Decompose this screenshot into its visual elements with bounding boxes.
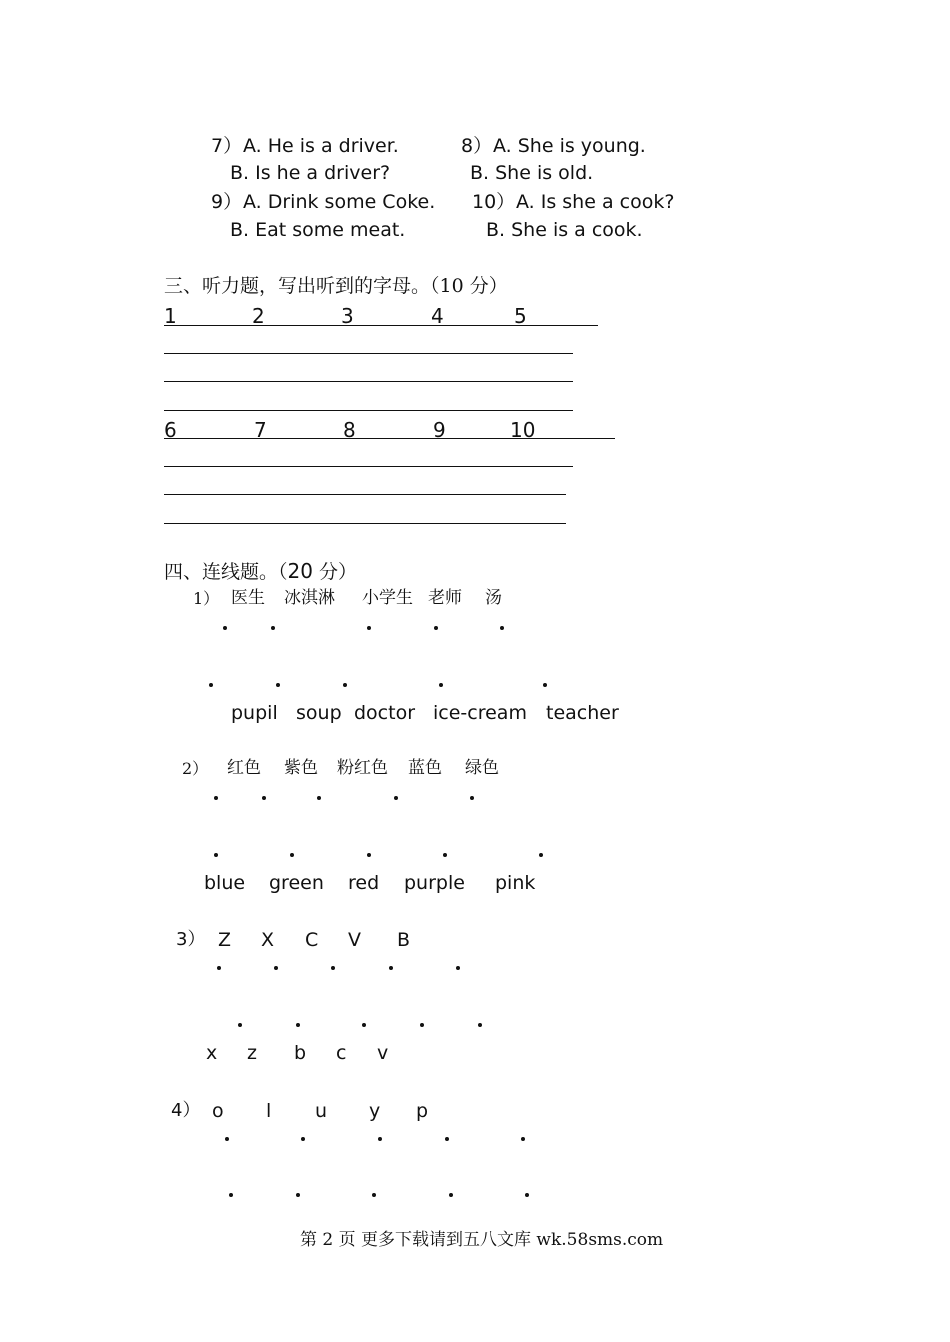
answer-number: 5 <box>514 304 527 328</box>
match-letter: V <box>348 929 361 951</box>
match-dot[interactable] <box>238 1023 242 1027</box>
q7-number: 7） <box>211 135 243 157</box>
match-dot[interactable] <box>214 853 218 857</box>
answer-number: 2 <box>252 304 265 328</box>
match-word: 小学生 <box>362 588 413 608</box>
match-dot[interactable] <box>445 1137 449 1141</box>
match-dot[interactable] <box>296 1023 300 1027</box>
match-dot[interactable] <box>223 626 227 630</box>
match-word: 绿色 <box>465 758 499 778</box>
match-letter: o <box>212 1100 224 1122</box>
match-dot[interactable] <box>443 853 447 857</box>
match-word: 医生 <box>231 588 265 608</box>
q10-option-b: B. She is a cook. <box>486 219 643 241</box>
match-dot[interactable] <box>331 966 335 970</box>
q7-option-a: A. He is a driver. <box>243 135 399 157</box>
match-dot[interactable] <box>209 683 213 687</box>
match-dot[interactable] <box>539 853 543 857</box>
match-dot[interactable] <box>301 1137 305 1141</box>
section4-heading: 四、连线题。（20 分） <box>164 559 358 583</box>
group3-number: 3） <box>176 929 206 950</box>
match-dot[interactable] <box>420 1023 424 1027</box>
match-word: 冰淇淋 <box>284 588 335 608</box>
q10-option-a: A. Is she a cook? <box>516 191 675 213</box>
page-footer: 第 2 页 更多下载请到五八文库 wk.58sms.com <box>300 1230 664 1250</box>
writing-line[interactable] <box>164 466 573 467</box>
match-dot[interactable] <box>543 683 547 687</box>
match-word: 汤 <box>485 588 502 608</box>
match-dot[interactable] <box>394 796 398 800</box>
answer-number: 9 <box>433 418 446 442</box>
match-word: teacher <box>546 702 619 724</box>
match-letter: u <box>315 1100 328 1122</box>
match-dot[interactable] <box>276 683 280 687</box>
match-letter: C <box>305 929 319 951</box>
match-letter: Z <box>218 929 232 951</box>
match-word: ice-cream <box>433 702 527 724</box>
match-dot[interactable] <box>500 626 504 630</box>
match-dot[interactable] <box>274 966 278 970</box>
q8-option-b: B. She is old. <box>470 162 594 184</box>
q8-number: 8） <box>461 135 493 157</box>
answer-number: 6 <box>164 418 177 442</box>
match-dot[interactable] <box>521 1137 525 1141</box>
match-dot[interactable] <box>478 1023 482 1027</box>
answer-number: 4 <box>431 304 444 328</box>
match-dot[interactable] <box>456 966 460 970</box>
match-word: purple <box>404 872 465 894</box>
writing-line[interactable] <box>164 410 573 411</box>
match-dot[interactable] <box>367 626 371 630</box>
match-letter: c <box>336 1042 347 1064</box>
match-dot[interactable] <box>470 796 474 800</box>
match-dot[interactable] <box>389 966 393 970</box>
q9-option-b: B. Eat some meat. <box>230 219 406 241</box>
match-letter: X <box>261 929 275 951</box>
answer-number: 7 <box>254 418 267 442</box>
q10-number: 10） <box>472 191 516 213</box>
match-word: 蓝色 <box>408 758 442 778</box>
match-dot[interactable] <box>217 966 221 970</box>
match-letter: v <box>377 1042 389 1064</box>
match-letter: x <box>206 1042 218 1064</box>
match-dot[interactable] <box>271 626 275 630</box>
writing-line[interactable] <box>164 523 566 524</box>
match-letter: y <box>369 1100 381 1122</box>
match-word: pupil <box>231 702 278 724</box>
match-dot[interactable] <box>449 1193 453 1197</box>
match-dot[interactable] <box>434 626 438 630</box>
writing-line[interactable] <box>164 494 566 495</box>
answer-number: 8 <box>343 418 356 442</box>
q9-number: 9） <box>211 191 243 213</box>
match-letter: z <box>247 1042 257 1064</box>
match-word: red <box>348 872 380 894</box>
match-word: doctor <box>354 702 416 724</box>
answer-number: 10 <box>510 418 536 442</box>
match-dot[interactable] <box>343 683 347 687</box>
match-letter: l <box>266 1100 272 1122</box>
match-word: soup <box>296 702 342 724</box>
match-dot[interactable] <box>225 1137 229 1141</box>
match-dot[interactable] <box>317 796 321 800</box>
match-dot[interactable] <box>362 1023 366 1027</box>
match-dot[interactable] <box>439 683 443 687</box>
match-word: 粉红色 <box>337 758 388 778</box>
group1-number: 1） <box>193 589 220 608</box>
match-letter: B <box>397 929 411 951</box>
match-letter: p <box>416 1100 429 1122</box>
match-dot[interactable] <box>372 1193 376 1197</box>
match-dot[interactable] <box>229 1193 233 1197</box>
q8-option-a: A. She is young. <box>493 135 646 157</box>
match-word: 红色 <box>227 758 261 778</box>
section3-heading: 三、听力题，写出听到的字母。（10 分） <box>164 275 508 297</box>
answer-line[interactable] <box>164 438 615 439</box>
answer-number: 1 <box>164 304 177 328</box>
group2-number: 2） <box>182 759 209 778</box>
q9-option-a: A. Drink some Coke. <box>243 191 436 213</box>
match-word: 老师 <box>428 588 462 608</box>
q7-option-b: B. Is he a driver? <box>230 162 391 184</box>
writing-line[interactable] <box>164 353 573 354</box>
match-dot[interactable] <box>214 796 218 800</box>
answer-number: 3 <box>341 304 354 328</box>
match-dot[interactable] <box>525 1193 529 1197</box>
match-dot[interactable] <box>262 796 266 800</box>
match-word: blue <box>204 872 246 894</box>
match-word: pink <box>495 872 536 894</box>
match-dot[interactable] <box>367 853 371 857</box>
match-dot[interactable] <box>378 1137 382 1141</box>
writing-line[interactable] <box>164 381 573 382</box>
match-letter: b <box>294 1042 307 1064</box>
match-word: green <box>269 872 324 894</box>
group4-number: 4） <box>171 1100 201 1121</box>
match-word: 紫色 <box>284 758 318 778</box>
answer-line[interactable] <box>164 325 598 326</box>
match-dot[interactable] <box>290 853 294 857</box>
match-dot[interactable] <box>296 1193 300 1197</box>
